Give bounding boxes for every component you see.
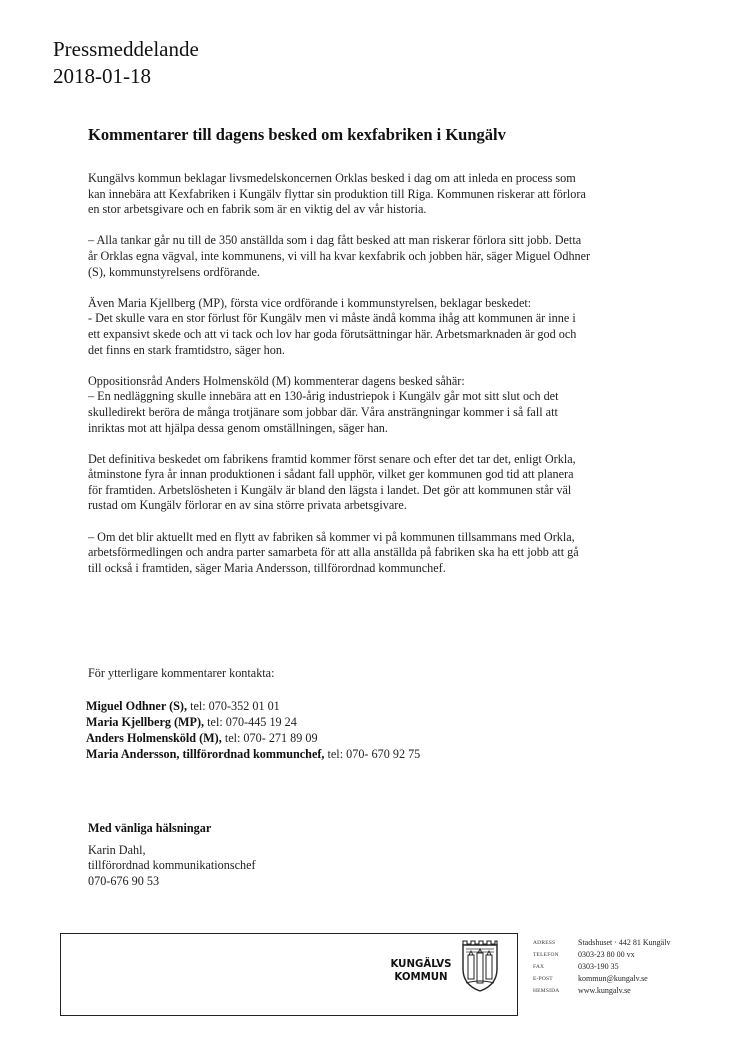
address-key: E-POST (533, 976, 553, 982)
contact-phone: tel: 070-445 19 24 (204, 715, 297, 729)
contact-name: Maria Andersson, tillförordnad kommunchef, (86, 747, 325, 761)
document-date: 2018-01-18 (53, 64, 151, 88)
address-value: 0303-190 35 (578, 962, 619, 971)
contact-phone: tel: 070- 670 92 75 (324, 747, 421, 761)
body-paragraph: – Alla tankar går nu till de 350 anställda som i dag fått besked att man riskerar förlora sitt jobb. Detta år Orklas egna vägval, inte kommunens, vi vill ha kvar kexfabrik och jobben här, säger Miguel Odhner (S), kommunstyrelsens ordförande. (88, 233, 591, 279)
address-row (533, 961, 670, 973)
address-value: 0303-23 80 00 vx (578, 950, 635, 959)
signoff (88, 821, 256, 889)
signoff-phone: 070-676 90 53 (88, 873, 160, 888)
address-key: HEMSIDA (533, 988, 560, 994)
address-row (533, 985, 670, 997)
address-key: FAX (533, 964, 545, 970)
address-row (533, 949, 670, 961)
contact-row (86, 746, 420, 762)
body-paragraph: – Om det blir aktuellt med en flytt av fabriken så kommer vi på kommunen tillsammans med Orkla, arbetsförmedlingen och andra parter samarbeta för att alla anställda på fabriken ska ha ett jobb att gå till också i framtiden, säger Maria Andersson, tillförordnad kommunchef. (88, 529, 579, 575)
body-paragraph: Det definitiva beskedet om fabrikens framtid kommer först senare och efter det tar det, enligt Orkla, åtminstone fyra år innan produktionen i sådant fall upphör, vilket ger kommunen god tid att planera för framtiden. Arbetslösheten i Kungälv är bland den lägsta i landet. Det gör att kommunen står väl rustad om Kungälv förlorar en av sina större privata arbetsgivare. (88, 451, 576, 513)
contact-list (86, 698, 420, 762)
press-release-headline: Kommentarer till dagens besked om kexfabriken i Kungälv (88, 125, 506, 144)
contact-row (86, 730, 420, 746)
address-value: Stadshuset · 442 81 Kungälv (578, 938, 671, 947)
signoff-name: Karin Dahl, (88, 842, 146, 857)
kungalv-crest-icon (460, 939, 500, 993)
press-release-body (88, 171, 698, 592)
document-type-title: Pressmeddelande (53, 37, 199, 61)
body-paragraph: Kungälvs kommun beklagar livsmedelskoncernen Orklas besked i dag om att inleda en process som kan innebära att Kexfabriken i Kungälv flyttar sin produktion till Riga. Kommunen riskerar att förlora en stor arbetsgivare och en fabrik som är en viktig del av vår historia. (88, 171, 586, 217)
logo-line-2: KOMMUN (394, 972, 448, 983)
address-row (533, 973, 670, 985)
contact-phone: tel: 070-352 01 01 (187, 699, 280, 713)
document-header (53, 36, 199, 90)
contact-intro: För ytterligare kommentarer kontakta: (88, 666, 275, 680)
logo-line-1: KUNGÄLVS (390, 959, 452, 970)
kommun-logo-text (385, 958, 457, 984)
address-value[interactable]: www.kungalv.se (578, 986, 631, 995)
address-key: TELEFON (533, 952, 559, 958)
footer-address-block (533, 937, 670, 997)
body-paragraph: Även Maria Kjellberg (MP), första vice ordförande i kommunstyrelsen, beklagar beskedet: - Det skulle vara en stor förlust för Kungälv men vi måste ändå komma ihåg att kommunen är inne i ett expansivt skede och att vi tack och lov har goda förutsättningar här. Arbetsmarknaden är god och det finns en stark framtidstro, säger hon. (88, 295, 577, 357)
contact-name: Anders Holmensköld (M), (86, 731, 222, 745)
address-row (533, 937, 670, 949)
contact-row (86, 698, 420, 714)
contact-row (86, 714, 420, 730)
address-value[interactable]: kommun@kungalv.se (578, 974, 648, 983)
body-paragraph: Oppositionsråd Anders Holmensköld (M) kommenterar dagens besked såhär: – En nedläggning skulle innebära att en 130-årig industriepok i Kungälv går mot sitt slut och det skulledirekt beröra de många trotjänare som jobbar där. Våra ansträngningar kommer i så fall att inriktas mot att hjälpa dessa genom omställningen, säger han. (88, 373, 559, 435)
contact-phone: tel: 070- 271 89 09 (221, 731, 318, 745)
address-key: ADRESS (533, 940, 556, 946)
contact-name: Miguel Odhner (S), (86, 699, 188, 713)
signoff-greeting: Med vänliga hälsningar (88, 821, 212, 835)
contact-name: Maria Kjellberg (MP), (86, 715, 205, 729)
signoff-role: tillförordnad kommunikationschef (88, 858, 256, 873)
